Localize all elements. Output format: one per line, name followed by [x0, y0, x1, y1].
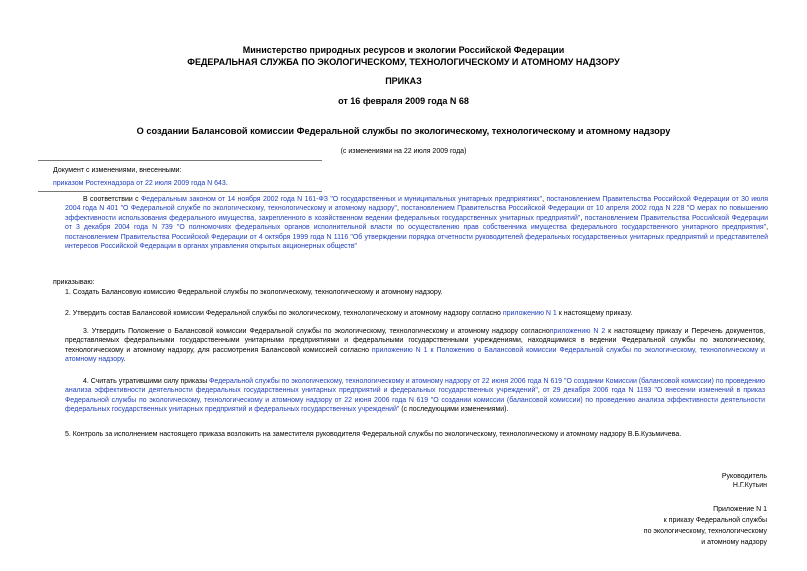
preamble-text-2: ,	[542, 196, 547, 203]
appendix-ref-line-3: и атомному надзору	[701, 539, 767, 546]
preamble-text-3: ,	[396, 205, 402, 213]
order-item-2-tail: к настоящему приказу.	[556, 310, 633, 317]
doc-info-label: Документ с изменениями, внесенными:	[53, 167, 182, 174]
appendix-2-link[interactable]: приложению N 2	[549, 328, 606, 335]
preamble-paragraph	[65, 195, 768, 251]
order-item-3	[65, 327, 765, 365]
doc-info-line	[53, 179, 228, 188]
appendix-1-link[interactable]: приложению N 1	[502, 310, 557, 317]
order-item-4-text: 4. Считать утратившими силу приказы	[83, 378, 210, 385]
order-item-5: 5. Контроль за исполнением настоящего приказа возложить на заместителя руководителя Федеральной службы по экологическому, технологическому и атомному надзору В.Б.Кузьмичева.	[65, 431, 682, 438]
law-161-fz-link[interactable]: Федеральным законом от 14 ноября 2002 года N 161-ФЗ "О государственных и муниципальных унитарных предприятиях"	[141, 196, 543, 203]
doc-title: О создании Балансовой комиссии Федеральной службы по экологическому, технологическому и атомному надзору	[136, 126, 671, 136]
ministry-name: Министерство природных ресурсов и экологии Российской Федерации	[242, 45, 565, 55]
preamble-text-4: ,	[580, 214, 585, 222]
resolution-739-link[interactable]: постановлением Правительства Российской Федерации от 3 декабря 2004 года N 739 "О полномочиях федеральных органов исполнительной власти по осуществлению прав собственника имущества федерального государственного унитарного предприятия"	[65, 214, 768, 232]
order-item-3-tail: .	[123, 356, 126, 364]
order-item-4-sep: ,	[537, 387, 543, 395]
divider-bottom	[38, 191, 322, 192]
regulation-appendix-1-link[interactable]: приложению N 1 к Положению о Балансовой комиссии Федеральной службы по экологическому, технологическому и атомному надзору	[65, 346, 765, 364]
divider-top	[38, 160, 322, 161]
doc-date: от 16 февраля 2009 года N 68	[338, 96, 469, 106]
preamble-text-1: В соответствии с	[83, 196, 142, 203]
appendix-ref-line-1: к приказу Федеральной службы	[663, 517, 767, 524]
appendix-number: Приложение N 1	[713, 506, 767, 513]
order-1193-link[interactable]: от 29 декабря 2006 года N 1193 "О внесении изменений в приказ Федеральной службы по экологическому, технологическому и атомному надзору от 22 июня 2006 года N 619 "О создании комиссии (балансовой комиссии) по проведению анализа эффективности деятельности федеральных государственных унитарных предприятий и федеральных государственных учреждений"	[65, 387, 766, 414]
order-item-2-text: 2. Утвердить состав Балансовой комиссии Федеральной службы по экологическому, технологическому и атомному надзору согласно	[65, 310, 503, 317]
resolution-228-link[interactable]: постановлением Правительства Российской Федерации от 10 апреля 2002 года N 228 "О мерах по повышению эффективности использования федерального имущества, закрепленного в хозяйственном ведении федеральных государственных унитарных предприятий"	[65, 205, 768, 222]
order-item-4	[65, 377, 765, 415]
order-item-4-tail: (с последующими изменениями).	[399, 406, 509, 414]
amending-order-link[interactable]: приказом Ростехнадзора от 22 июля 2009 года N 643	[53, 180, 226, 187]
order-item-3-text: 3. Утвердить Положение о Балансовой комиссии Федеральной службы по экологическому, технологическому и атомному надзору согласно	[83, 328, 550, 335]
order-619-link[interactable]: Федеральной службы по экологическому, технологическому и атомному надзору от 22 июня 2006 года N 619 "О создании Комиссии (балансовой комиссии) по проведению анализа эффективности деятельности федеральных государственных унитарных предприятий и федеральных государственных учреждений"	[65, 378, 765, 395]
doc-type: ПРИКАЗ	[385, 76, 422, 86]
resolution-401-link[interactable]: постановлением Правительства Российской Федерации от 30 июля 2004 года N 401 "О Федеральной службе по экологическому, технологическому и атомному надзору"	[65, 196, 769, 213]
doc-info-tail: .	[225, 180, 228, 187]
orders-intro: приказываю:	[53, 279, 95, 286]
order-item-1: 1. Создать Балансовую комиссию Федеральной службы по экологическому, технологическому и атомному надзору.	[65, 289, 443, 296]
order-item-2	[65, 309, 632, 318]
preamble-text-5: ,	[766, 224, 768, 232]
order-item-3-middle: к настоящему приказу и Перечень документов, представляемых федеральными государственными унитарными предприятиями и федеральными государственными учреждениями, находящимися в ведении Федеральной службы по экологическому, технологическому и атомному надзору, для рассмотрения Балансовой комиссией согласно	[65, 328, 766, 354]
appendix-ref-line-2: по экологическому, технологическому	[643, 528, 767, 535]
amendment-note: (с изменениями на 22 июля 2009 года)	[340, 148, 467, 155]
signatory-name: Н.Г.Кутьин	[732, 482, 767, 489]
resolution-1116-link[interactable]: постановлением Правительства Российской Федерации от 4 октября 1999 года N 1116 "Об утверждении порядка отчетности руководителей федеральных государственных унитарных предприятий и представителей интересов Российской Федерации в органах управления открытых акционерных обществ"	[65, 233, 768, 251]
signatory-role: Руководитель	[721, 473, 767, 480]
service-name: ФЕДЕРАЛЬНАЯ СЛУЖБА ПО ЭКОЛОГИЧЕСКОМУ, ТЕХНОЛОГИЧЕСКОМУ И АТОМНОМУ НАДЗОРУ	[187, 57, 620, 67]
